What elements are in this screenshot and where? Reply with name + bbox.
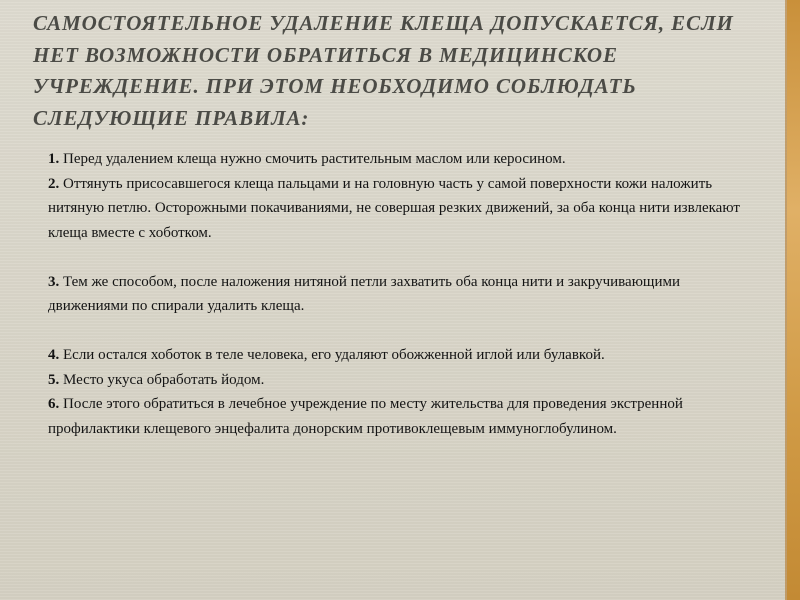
item-number: 5. <box>48 371 60 388</box>
list-item-3 <box>48 270 763 319</box>
accent-side-bar <box>787 0 800 600</box>
list-item-2 <box>48 172 763 246</box>
list-item-4 <box>48 343 763 368</box>
rules-list <box>48 147 763 441</box>
item-number: 6. <box>48 396 60 412</box>
item-text: После этого обратиться в лечебное учреждение по месту жительства для проведения экстренной профилактики клещевого энцефалита донорским противоклещевым иммуноглобулином. <box>48 396 683 437</box>
list-item-6 <box>48 392 763 441</box>
item-text: Оттянуть присосавшегося клеща пальцами и на головную часть у самой поверхности кожи наложить нитяную петлю. Осторожными покачиваниями, не совершая резких движений, за оба конца нити извлекают клеща вместе с хоботком. <box>48 175 740 241</box>
list-item-1 <box>48 147 763 172</box>
item-number: 4. <box>48 347 60 363</box>
paragraph-gap <box>48 245 763 270</box>
item-number: 2. <box>48 175 60 192</box>
item-number: 1. <box>48 151 60 167</box>
item-text: Если остался хоботок в теле человека, его удаляют обожженной иглой или булавкой. <box>59 347 605 363</box>
slide-title: САМОСТОЯТЕЛЬНОЕ УДАЛЕНИЕ КЛЕЩА ДОПУСКАЕТСЯ, ЕСЛИ НЕТ ВОЗМОЖНОСТИ ОБРАТИТЬСЯ В МЕДИЦИНСКОЕ УЧРЕЖДЕНИЕ. ПРИ ЭТОМ НЕОБХОДИМО СОБЛЮДАТЬ СЛЕДУЮЩИЕ ПРАВИЛА: <box>33 11 734 130</box>
list-item-5 <box>48 368 763 393</box>
item-number: 3. <box>48 273 60 290</box>
item-text: Тем же способом, после наложения нитяной петли захватить оба конца нити и закручивающими движениями по спирали удалить клеща. <box>48 273 681 314</box>
paragraph-gap <box>48 319 763 344</box>
item-text: Место укуса обработать йодом. <box>59 371 265 388</box>
item-text: Перед удалением клеща нужно смочить растительным маслом или керосином. <box>59 151 566 167</box>
